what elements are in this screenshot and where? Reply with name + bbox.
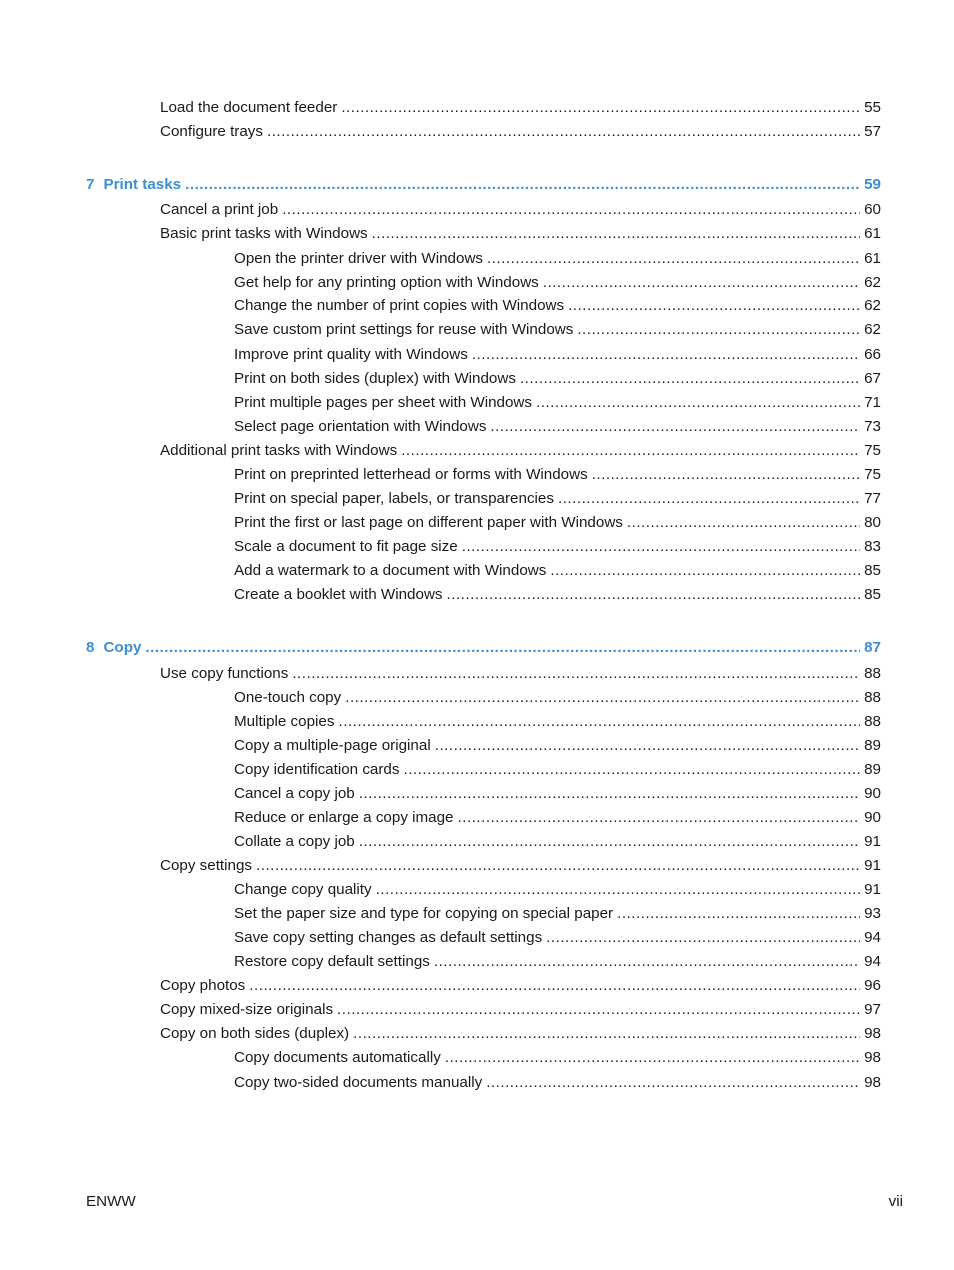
toc-entry[interactable] (234, 782, 881, 804)
toc-entry-title: Print the first or last page on different paper with Windows (234, 514, 623, 531)
toc-entry-title: Copy documents automatically (234, 1049, 441, 1066)
toc-entry-title: Add a watermark to a document with Windows (234, 562, 547, 579)
dot-leader (568, 296, 860, 316)
toc-page-number: 62 (864, 274, 881, 291)
toc-entry-title: Print on both sides (duplex) with Windows (234, 370, 516, 387)
toc-page-number: 88 (864, 665, 881, 682)
toc-entry-title: Copy on both sides (duplex) (160, 1025, 350, 1042)
toc-entry[interactable] (234, 535, 881, 557)
toc-page-number: 96 (864, 977, 881, 994)
toc-entry[interactable] (234, 343, 881, 365)
dot-leader (617, 904, 860, 924)
toc-entry-title: Copy settings (160, 857, 253, 874)
toc-page-number: 62 (864, 297, 881, 314)
toc-page-number: 88 (864, 713, 881, 730)
toc-page-number: 94 (864, 953, 881, 970)
toc-entry-title: Cancel a print job (160, 201, 279, 218)
toc-entry-title: Configure trays (160, 123, 263, 140)
toc-entry[interactable] (160, 439, 881, 461)
toc-page-number: 90 (864, 809, 881, 826)
dot-leader (145, 638, 860, 658)
toc-page-number: 61 (864, 250, 881, 267)
dot-leader (435, 736, 860, 756)
dot-leader (447, 585, 861, 605)
toc-entry-title: Select page orientation with Windows (234, 418, 487, 435)
dot-leader (256, 856, 860, 876)
toc-entry-title: Get help for any printing option with Windows (234, 274, 539, 291)
toc-entry-title (86, 175, 185, 195)
toc-entry[interactable] (234, 271, 881, 293)
toc-entry-title: One-touch copy (234, 689, 342, 706)
toc-chapter-entry[interactable] (86, 636, 881, 658)
toc-entry[interactable] (160, 1022, 881, 1044)
toc-entry-title: Multiple copies (234, 713, 335, 730)
toc-page-number: 91 (864, 881, 881, 898)
toc-entry[interactable] (160, 96, 881, 118)
toc-entry[interactable] (160, 222, 881, 244)
toc-entry[interactable] (234, 559, 881, 581)
dot-leader (472, 345, 860, 365)
toc-entry[interactable] (234, 902, 881, 924)
toc-entry-title: Print on preprinted letterhead or forms with Windows (234, 466, 588, 483)
toc-entry[interactable] (234, 878, 881, 900)
toc-entry-title: Use copy functions (160, 665, 289, 682)
toc-entry[interactable] (234, 1046, 881, 1068)
toc-entry-title: Cancel a copy job (234, 785, 355, 802)
toc-entry-title: Copy photos (160, 977, 246, 994)
toc-page-number: 80 (864, 514, 881, 531)
toc-page-number: 71 (864, 394, 881, 411)
toc-entry[interactable] (234, 294, 881, 316)
toc-entry[interactable] (234, 686, 881, 708)
footer-page-number: vii (888, 1193, 903, 1210)
toc-entry[interactable] (234, 391, 881, 413)
toc-page-number: 85 (864, 562, 881, 579)
toc-entry-title: Save custom print settings for reuse with Windows (234, 321, 574, 338)
toc-entry-title: Collate a copy job (234, 833, 355, 850)
chapter-number: 8 (86, 639, 95, 656)
toc-entry-title: Change the number of print copies with Windows (234, 297, 565, 314)
dot-leader (359, 832, 860, 852)
dot-leader (462, 537, 860, 557)
toc-page-number: 98 (864, 1049, 881, 1066)
toc-entry-title: Copy identification cards (234, 761, 400, 778)
toc-entry-title: Change copy quality (234, 881, 372, 898)
toc-page-number: 98 (864, 1074, 881, 1091)
toc-entry[interactable] (234, 734, 881, 756)
dot-leader (445, 1048, 860, 1068)
toc-page-number: 59 (864, 176, 881, 193)
toc-entry-title (86, 638, 145, 658)
toc-page-number: 98 (864, 1025, 881, 1042)
chapter-title: Print tasks (103, 176, 182, 193)
toc-page-number: 57 (864, 123, 881, 140)
toc-page-number: 66 (864, 346, 881, 363)
dot-leader (627, 513, 860, 533)
toc-entry-title: Create a booklet with Windows (234, 586, 443, 603)
toc-entry-title: Copy mixed-size originals (160, 1001, 334, 1018)
toc-entry[interactable] (234, 247, 881, 269)
toc-entry-title: Copy a multiple-page original (234, 737, 431, 754)
toc-page-number: 75 (864, 466, 881, 483)
dot-leader (403, 760, 860, 780)
toc-page-number: 91 (864, 833, 881, 850)
footer-left: ENWW (86, 1193, 136, 1210)
toc-entry-title: Save copy setting changes as default settings (234, 929, 543, 946)
toc-page-number: 55 (864, 99, 881, 116)
toc-page-number: 75 (864, 442, 881, 459)
dot-leader (546, 928, 860, 948)
dot-leader (592, 465, 860, 485)
chapter-title: Copy (103, 639, 142, 656)
toc-entry[interactable] (160, 998, 881, 1020)
toc-entry[interactable] (160, 854, 881, 876)
toc-entry-title: Improve print quality with Windows (234, 346, 468, 363)
dot-leader (577, 320, 860, 340)
chapter-number: 7 (86, 176, 95, 193)
toc-entry[interactable] (160, 198, 881, 220)
dot-leader (543, 273, 860, 293)
toc-page-number: 97 (864, 1001, 881, 1018)
toc-page-number: 62 (864, 321, 881, 338)
toc-page-number: 73 (864, 418, 881, 435)
dot-leader (338, 712, 860, 732)
dot-leader (341, 98, 860, 118)
toc-page-number: 83 (864, 538, 881, 555)
toc-entry-title: Basic print tasks with Windows (160, 225, 368, 242)
dot-leader (490, 417, 860, 437)
dot-leader (372, 224, 860, 244)
dot-leader (267, 122, 860, 142)
toc-entry[interactable] (234, 1071, 881, 1093)
toc-entry[interactable] (234, 511, 881, 533)
dot-leader (282, 200, 860, 220)
toc-entry[interactable] (234, 487, 881, 509)
dot-leader (249, 976, 860, 996)
toc-entry-title: Copy two-sided documents manually (234, 1074, 483, 1091)
dot-leader (434, 952, 860, 972)
dot-leader (536, 393, 860, 413)
dot-leader (345, 688, 860, 708)
toc-entry[interactable] (234, 415, 881, 437)
dot-leader (376, 880, 860, 900)
toc-entry-title: Additional print tasks with Windows (160, 442, 398, 459)
toc-entry[interactable] (234, 463, 881, 485)
toc-entry[interactable] (234, 806, 881, 828)
dot-leader (292, 664, 860, 684)
dot-leader (487, 249, 860, 269)
toc-entry[interactable] (234, 367, 881, 389)
dot-leader (353, 1024, 860, 1044)
toc-entry[interactable] (234, 583, 881, 605)
toc-entry[interactable] (234, 710, 881, 732)
toc-chapter-entry[interactable] (86, 173, 881, 195)
toc-page-number: 67 (864, 370, 881, 387)
toc-entry-title: Reduce or enlarge a copy image (234, 809, 454, 826)
dot-leader (550, 561, 860, 581)
dot-leader (558, 489, 860, 509)
toc-entry[interactable] (160, 662, 881, 684)
toc-entry[interactable] (234, 318, 881, 340)
toc-entry-title: Print multiple pages per sheet with Windows (234, 394, 532, 411)
toc-page-number: 85 (864, 586, 881, 603)
toc-entry-title: Load the document feeder (160, 99, 338, 116)
toc-page-number: 90 (864, 785, 881, 802)
toc-entry-title: Open the printer driver with Windows (234, 250, 484, 267)
toc-entry[interactable] (160, 120, 881, 142)
toc-entry[interactable] (234, 950, 881, 972)
dot-leader (520, 369, 860, 389)
toc-entry-title: Print on special paper, labels, or transparencies (234, 490, 554, 507)
toc-page-number: 88 (864, 689, 881, 706)
toc-entry[interactable] (234, 926, 881, 948)
toc-page-number: 87 (864, 639, 881, 656)
toc-page-number: 94 (864, 929, 881, 946)
dot-leader (337, 1000, 860, 1020)
toc-page-number: 89 (864, 761, 881, 778)
toc-page-number: 89 (864, 737, 881, 754)
toc-page-number: 61 (864, 225, 881, 242)
toc-entry[interactable] (234, 758, 881, 780)
toc-page-number: 60 (864, 201, 881, 218)
toc-entry-title: Set the paper size and type for copying on special paper (234, 905, 614, 922)
dot-leader (486, 1073, 860, 1093)
toc-entry[interactable] (234, 830, 881, 852)
toc-entry-title: Restore copy default settings (234, 953, 430, 970)
dot-leader (359, 784, 860, 804)
dot-leader (185, 175, 860, 195)
toc-page-number: 77 (864, 490, 881, 507)
dot-leader (401, 441, 860, 461)
dot-leader (458, 808, 861, 828)
toc-entry[interactable] (160, 974, 881, 996)
toc-entry-title: Scale a document to fit page size (234, 538, 458, 555)
toc-page-number: 91 (864, 857, 881, 874)
toc-page-number: 93 (864, 905, 881, 922)
